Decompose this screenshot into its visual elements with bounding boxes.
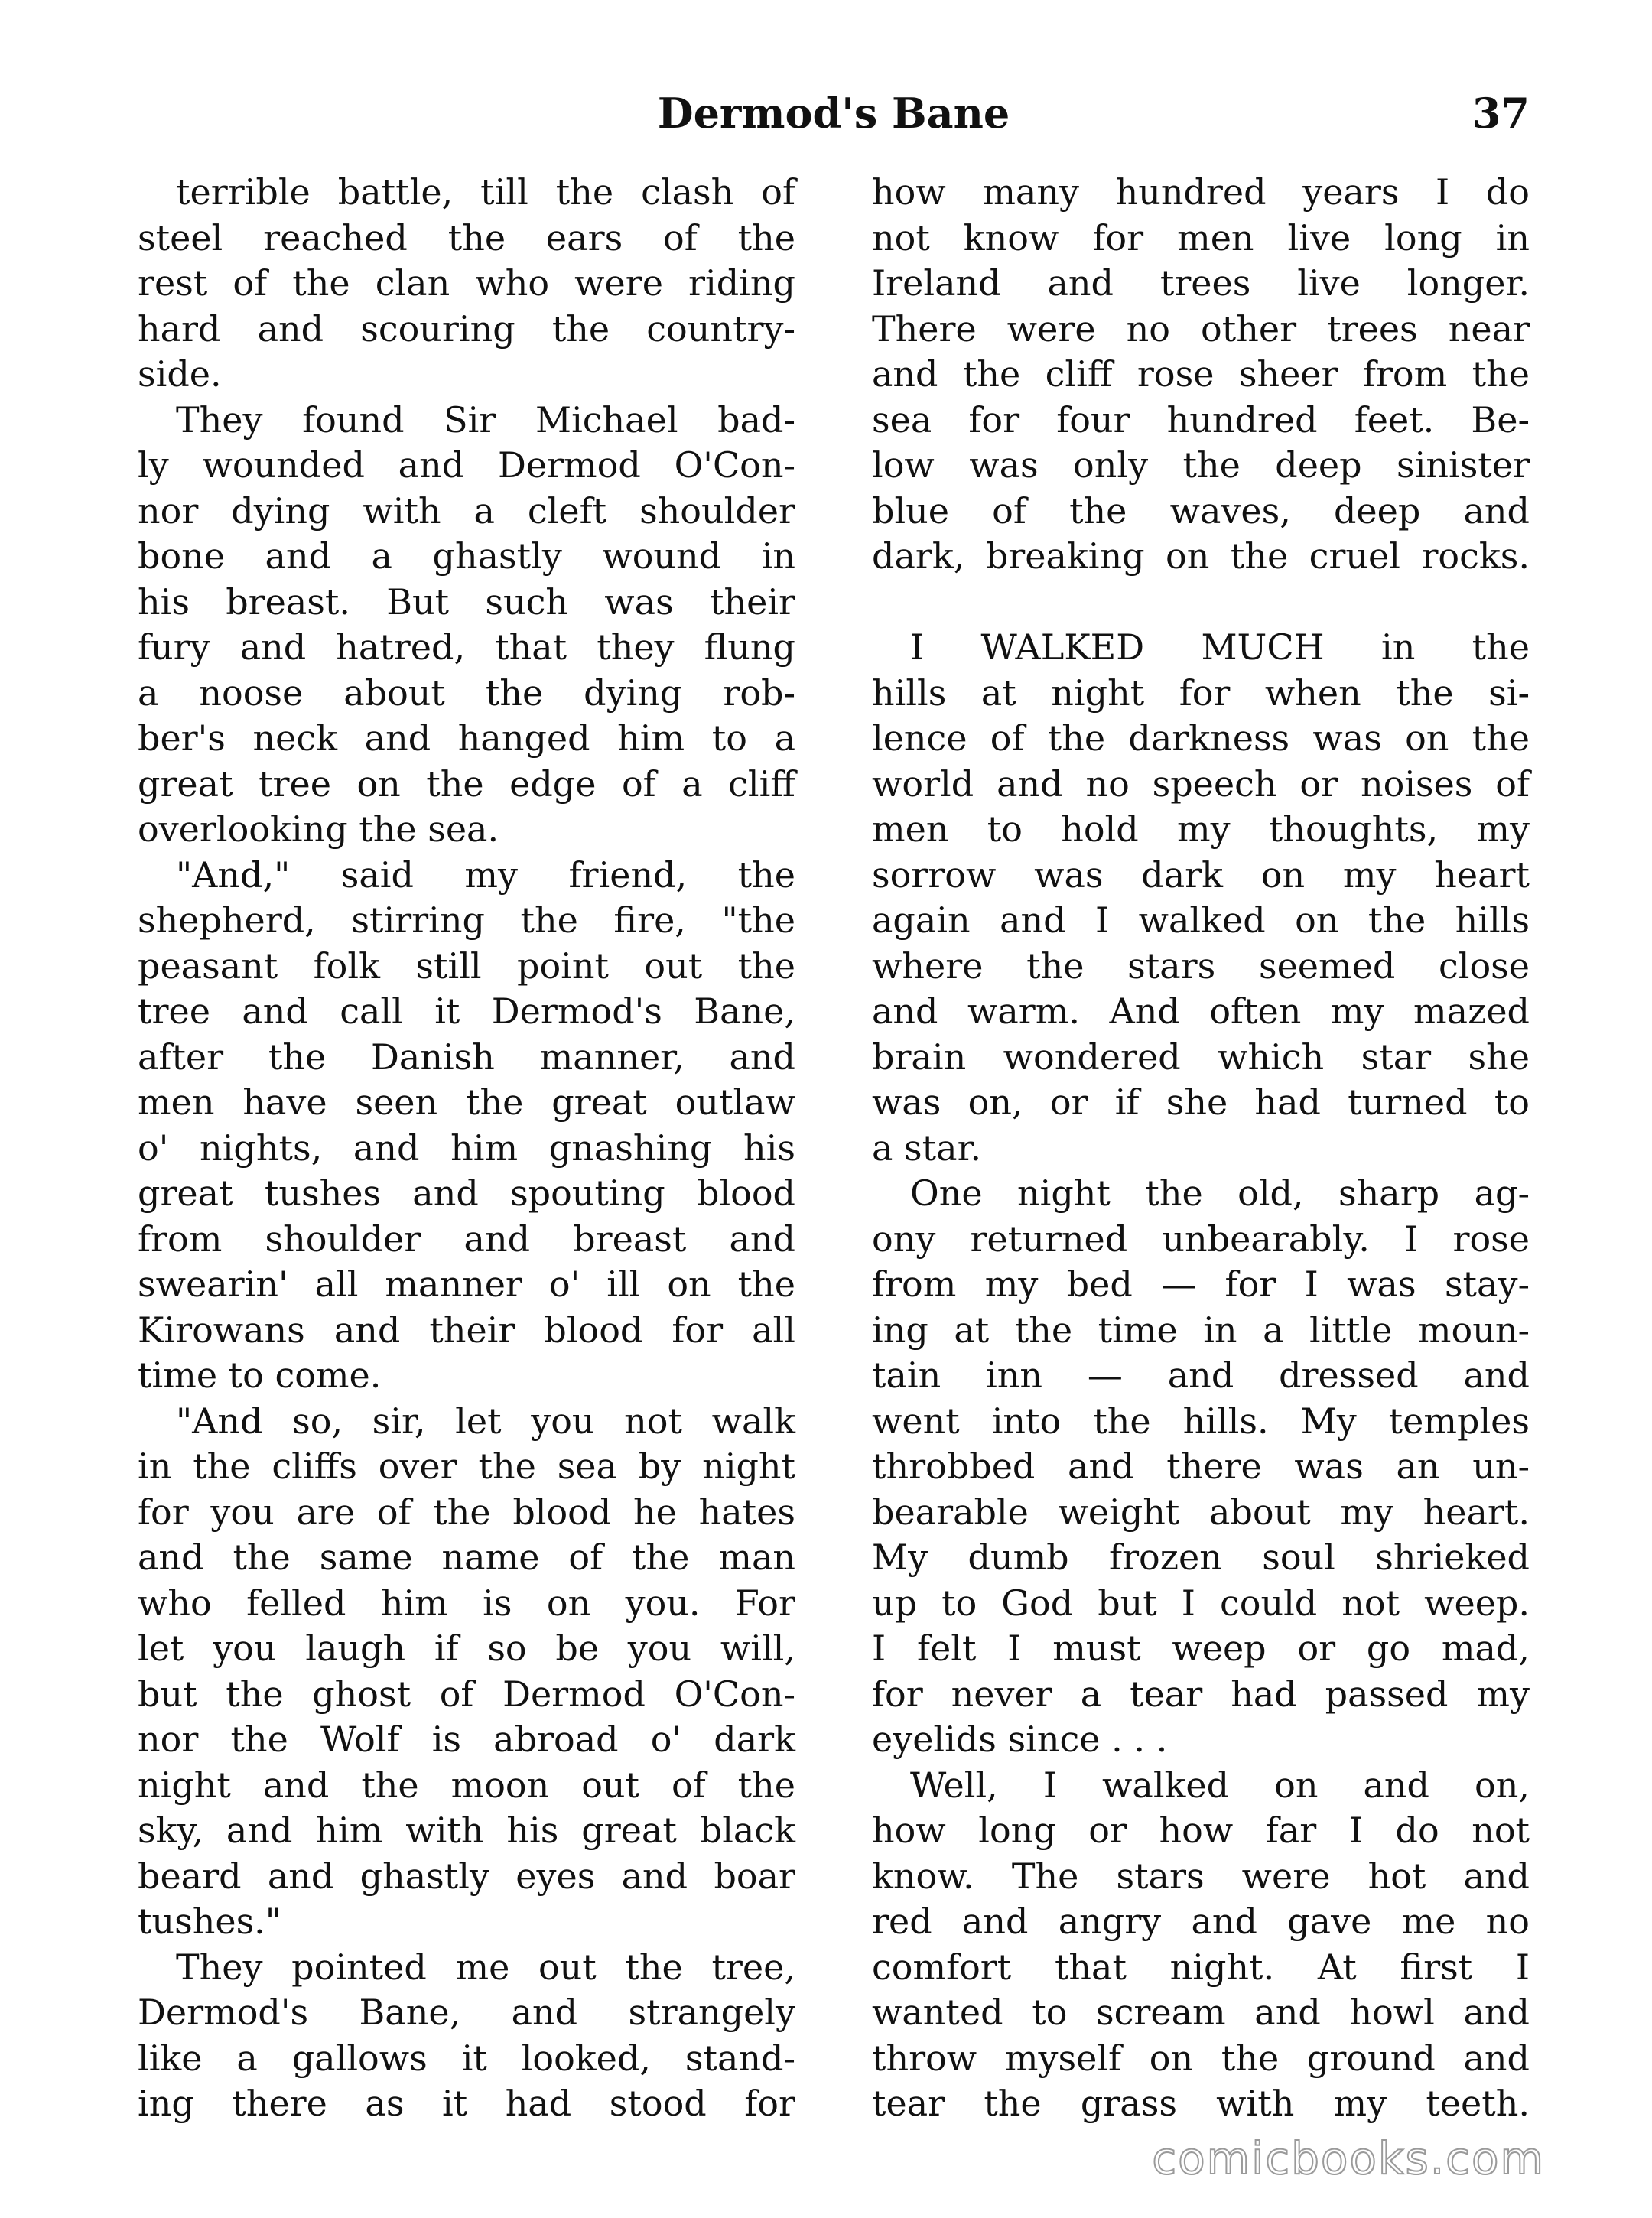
text-line: "And," said my friend, the — [176, 854, 795, 896]
text-line: terrible battle, till the clash of — [176, 171, 795, 213]
text-line: fury and hatred, that they flung — [138, 626, 795, 668]
text-line: men to hold my thoughts, my — [872, 808, 1530, 850]
text-line: throbbed and there was an un- — [872, 1446, 1530, 1487]
text-line: sorrow was dark on my heart — [872, 854, 1530, 896]
text-line: peasant folk still point out the — [138, 945, 795, 987]
text-line: but the ghost of Dermod O'Con- — [138, 1673, 795, 1715]
text-line: ly wounded and Dermod O'Con- — [138, 444, 795, 486]
text-line: bone and a ghastly wound in — [138, 535, 795, 577]
text-line: "And so, sir, let you not walk — [176, 1400, 795, 1442]
paragraph — [138, 1945, 795, 2127]
text-line: I WALKED MUCH in the — [910, 626, 1530, 668]
text-line: ony returned unbearably. I rose — [872, 1218, 1530, 1260]
page-number: 37 — [1472, 89, 1530, 138]
text-line: blue of the waves, deep and — [872, 489, 1530, 532]
left-column — [138, 170, 795, 2127]
text-line: sky, and him with his great black — [138, 1810, 795, 1851]
text-line: know. The stars were hot and — [872, 1855, 1530, 1897]
text-line: They pointed me out the tree, — [176, 1946, 795, 1988]
text-line: how many hundred years I do — [872, 171, 1530, 213]
text-line: throw myself on the ground and — [872, 2037, 1530, 2079]
text-line: rest of the clan who were riding — [138, 262, 795, 304]
paragraph — [138, 853, 795, 1399]
paragraph — [138, 1399, 795, 1945]
text-line: Kirowans and their blood for all — [138, 1309, 795, 1351]
text-line: and warm. And often my mazed — [872, 990, 1530, 1032]
text-line: steel reached the ears of the — [138, 216, 795, 259]
text-line: world and no speech or noises of — [872, 763, 1530, 805]
text-line: nor dying with a cleft shoulder — [138, 489, 795, 532]
text-line: There were no other trees near — [872, 307, 1530, 350]
text-line: was on, or if she had turned to — [872, 1081, 1530, 1123]
text-line: a noose about the dying rob- — [138, 672, 795, 714]
text-line: sea for four hundred feet. Be- — [872, 398, 1530, 441]
text-line: tain inn — and dressed and — [872, 1355, 1530, 1396]
text-line: Ireland and trees live longer. — [872, 262, 1530, 304]
text-line: a star. — [872, 1127, 982, 1169]
text-line: hard and scouring the country- — [138, 307, 795, 350]
text-line: tree and call it Dermod's Bane, — [138, 990, 795, 1032]
text-line: and the cliff rose sheer from the — [872, 353, 1530, 395]
text-line: like a gallows it looked, stand- — [138, 2037, 795, 2079]
text-line: brain wondered which star she — [872, 1036, 1530, 1078]
text-line: tear the grass with my teeth. — [872, 2083, 1530, 2124]
text-line: comfort that night. At first I — [872, 1946, 1530, 1988]
text-line: hills at night for when the si- — [872, 672, 1530, 714]
text-line: great tree on the edge of a cliff — [138, 763, 795, 805]
text-line: eyelids since . . . — [872, 1719, 1168, 1760]
text-line: from my bed — for I was stay- — [872, 1263, 1530, 1305]
site-watermark: comicbooks.com — [1152, 2132, 1545, 2184]
text-line: for you are of the blood he hates — [138, 1491, 795, 1533]
text-line: let you laugh if so be you will, — [138, 1628, 795, 1669]
text-line: and the same name of the man — [138, 1537, 795, 1578]
section-break — [872, 580, 1530, 626]
text-line: up to God but I could not weep. — [872, 1582, 1530, 1624]
text-line: again and I walked on the hills — [872, 899, 1530, 941]
text-line: not know for men live long in — [872, 216, 1530, 259]
right-column — [872, 170, 1530, 2127]
text-line: nor the Wolf is abroad o' dark — [138, 1719, 795, 1760]
text-line: swearin' all manner o' ill on the — [138, 1263, 795, 1305]
paragraph — [872, 1171, 1530, 1763]
text-line: from shoulder and breast and — [138, 1218, 795, 1260]
page-header — [138, 83, 1530, 144]
text-line: I felt I must weep or go mad, — [872, 1628, 1530, 1669]
text-line: where the stars seemed close — [872, 945, 1530, 987]
running-title: Dermod's Bane — [657, 89, 1010, 138]
text-line: Dermod's Bane, and strangely — [138, 1992, 795, 2033]
text-line: beard and ghastly eyes and boar — [138, 1855, 795, 1897]
paragraph — [872, 625, 1530, 1171]
text-line: One night the old, sharp ag- — [910, 1172, 1530, 1214]
text-line: great tushes and spouting blood — [138, 1172, 795, 1214]
text-line: wanted to scream and howl and — [872, 1992, 1530, 2033]
text-line: My dumb frozen soul shrieked — [872, 1537, 1530, 1578]
text-line: ber's neck and hanged him to a — [138, 717, 795, 759]
paragraph — [138, 398, 795, 853]
text-line: shepherd, stirring the fire, "the — [138, 899, 795, 941]
text-line: overlooking the sea. — [138, 808, 499, 850]
text-line: ing there as it had stood for — [138, 2083, 795, 2124]
text-line: tushes." — [138, 1901, 281, 1942]
text-line: bearable weight about my heart. — [872, 1491, 1530, 1533]
text-line: lence of the darkness was on the — [872, 717, 1530, 759]
text-line: his breast. But such was their — [138, 581, 795, 623]
text-line: went into the hills. My temples — [872, 1400, 1530, 1442]
text-line: low was only the deep sinister — [872, 444, 1530, 486]
text-line: how long or how far I do not — [872, 1810, 1530, 1851]
text-line: night and the moon out of the — [138, 1764, 795, 1806]
text-line: time to come. — [138, 1355, 382, 1396]
text-line: ing at the time in a little moun- — [872, 1309, 1530, 1351]
text-line: o' nights, and him gnashing his — [138, 1127, 795, 1169]
text-line: after the Danish manner, and — [138, 1036, 795, 1078]
text-line: in the cliffs over the sea by night — [138, 1446, 795, 1487]
text-line: red and angry and gave me no — [872, 1901, 1530, 1942]
text-line: They found Sir Michael bad- — [176, 398, 795, 441]
text-line: who felled him is on you. For — [138, 1582, 795, 1624]
text-line: Well, I walked on and on, — [910, 1764, 1530, 1806]
text-line: side. — [138, 353, 222, 395]
text-line: dark, breaking on the cruel rocks. — [872, 535, 1530, 577]
paragraph — [872, 170, 1530, 580]
text-line: men have seen the great outlaw — [138, 1081, 795, 1123]
paragraph — [138, 170, 795, 398]
paragraph — [872, 1763, 1530, 2127]
text-line: for never a tear had passed my — [872, 1673, 1530, 1715]
